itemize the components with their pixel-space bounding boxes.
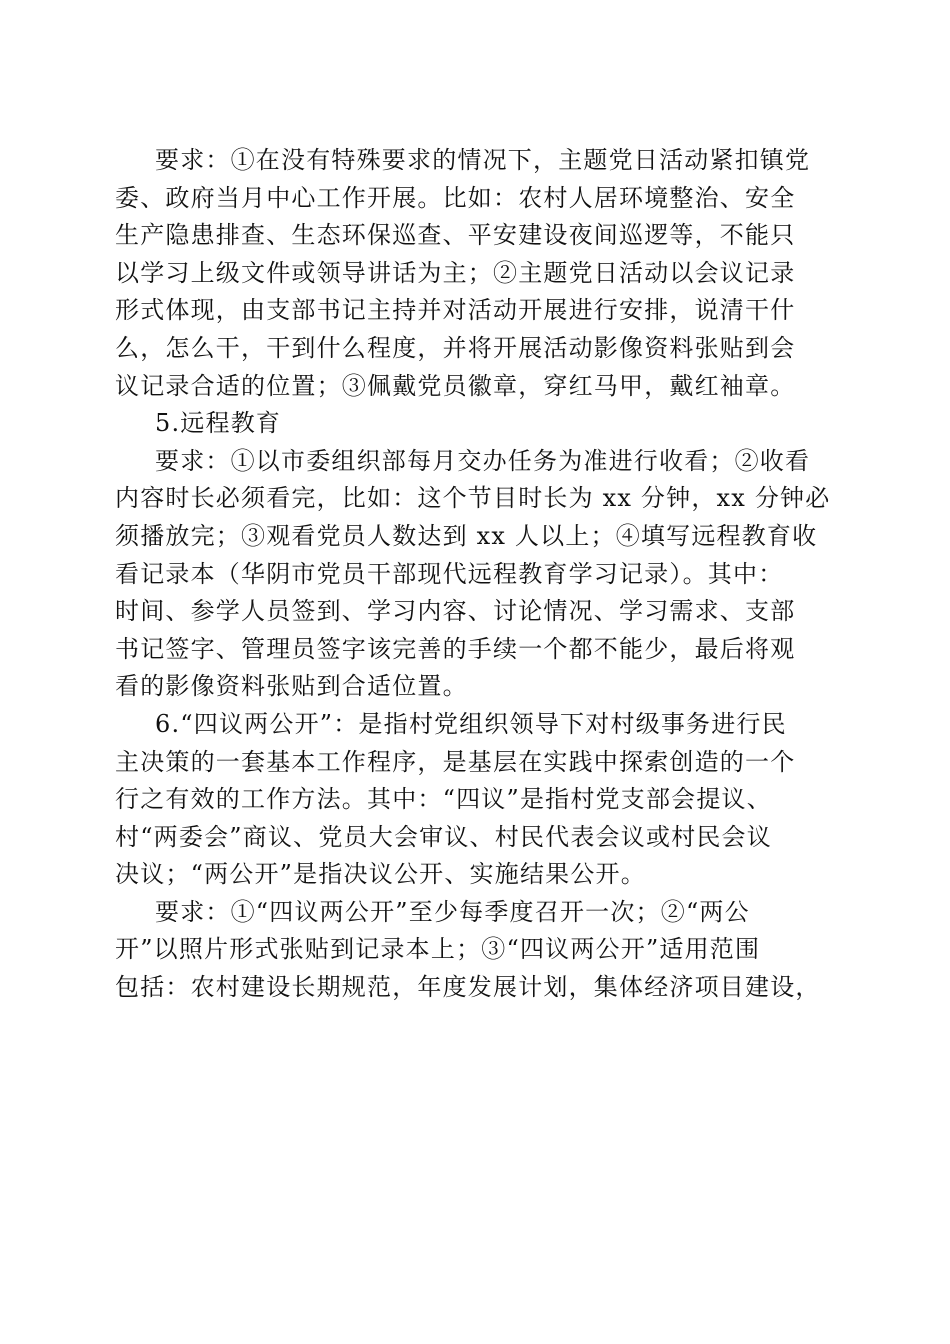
paragraph-theme-party-day-requirements: 要求：①在没有特殊要求的情况下，主题党日活动紧扣镇党 委、政府当月中心工作开展。比如：农村人居环境整治、安全 生产隐患排查、生态环保巡查、平安建设夜间巡逻等，不能只 以学习上级文件或领导讲话为主；②主题党日活动以会议记录 形式体现，由支部书记主持并对活动开展进行安排，说清干什 么，怎么干，干到什么程度，并将开展活动影像资料张贴到会 议记录合适的位置；③佩戴党员徽章，穿红马甲，戴红袖章。 [115,146,811,400]
paragraph-four-discussions-two-disclosures: 6.“四议两公开”：是指村党组织领导下对村级事务进行民 主决策的一套基本工作程序，是基层在实践中探索创造的一个 行之有效的工作方法。其中：“四议”是指村党支部会提议、 村“两委会”商议、党员大会审议、村民代表会议或村民会议 决议；“两公开”是指决议公开、实施结果公开。 [115,709,796,889]
document-body [115,142,835,1007]
paragraph-remote-education-requirements: 要求：①以市委组织部每月交办任务为准进行收看；②收看 内容时长必须看完，比如：这个节目时长为 xx 分钟，xx 分钟必 须播放完；③观看党员人数达到 xx 人以上；④填写远程教育收 看记录本（华阴市党员干部现代远程教育学习记录）。其中： 时间、参学人员签到、学习内容、讨论情况、学习需求、支部 书记签字、管理员签字该完善的手续一个都不能少，最后将观 看的影像资料张贴到合适位置。 [115,446,831,701]
paragraph-four-discussions-requirements: 要求：①“四议两公开”至少每季度召开一次；②“两公 开”以照片形式张贴到记录本上；③“四议两公开”适用范围 包括：农村建设长期规范，年度发展计划，集体经济项目建设， [115,897,821,1002]
heading-remote-education: 5.远程教育 [155,409,282,438]
